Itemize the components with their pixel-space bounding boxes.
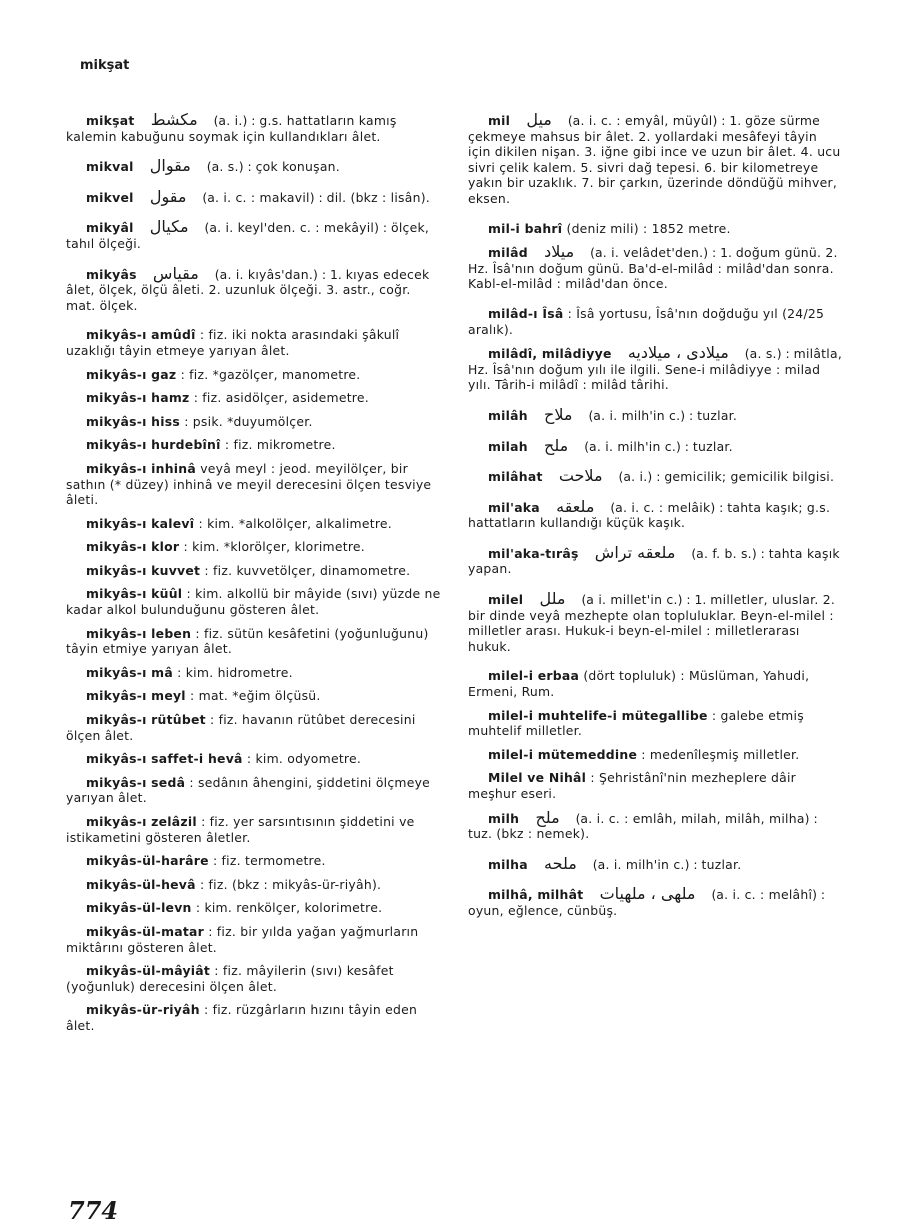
entry-definition: (a. s.) : çok konuşan.	[206, 159, 340, 175]
entry-arabic-script: ملعقه	[556, 496, 595, 516]
dictionary-entry	[468, 244, 843, 292]
entry-headword: mil	[488, 113, 511, 128]
dictionary-entry	[66, 853, 441, 869]
entry-definition: : kim. hidrometre.	[177, 664, 293, 680]
dictionary-entry	[468, 747, 843, 763]
entry-definition: (a. i. c. : melâik) : tahta kaşık; g.s. hattatların kullandığı küçük kaşık.	[468, 499, 831, 531]
dictionary-entry	[66, 775, 441, 806]
dictionary-entry	[66, 186, 441, 206]
entry-definition: (a. i. c. : emlâh, milah, milâh, milha) : tuz. (bkz : nemek).	[468, 810, 818, 842]
entry-headword: mikyâs-ül-levn	[86, 900, 192, 916]
entry-definition: (a. i.) : g.s. hattatların kamış kalemin kabuğunu soymak için kullandıkları âlet.	[66, 113, 397, 144]
entry-headword: mikşat	[86, 113, 135, 128]
entry-definition: : fiz. havanın rütûbet derecesini ölçen âlet.	[66, 712, 416, 743]
entry-definition: (a. s.) : milâtla, Hz. Îsâ'nın doğum yılı ile ilgili. Sene-i milâdiyye : milad yılı. Târih-i milâdî : milâd târihi.	[468, 346, 843, 393]
entry-headword: mikyâs-ı saffet-i hevâ	[86, 751, 243, 767]
entry-definition: : medenîleşmiş milletler.	[641, 746, 800, 762]
entry-headword: mikyâl	[86, 220, 134, 236]
entry-headword: milel-i muhtelife-i mütegallibe	[488, 707, 708, 723]
dictionary-entry	[66, 437, 441, 453]
entry-headword: milâhat	[488, 469, 543, 485]
entry-headword: mikyâs-ül-hevâ	[86, 876, 196, 892]
entry-definition: : fiz. mâyilerin (sıvı) kesâfet (yoğunluk) derecesini ölçen âlet.	[66, 963, 394, 994]
entry-headword: mikyâs-ı hiss	[86, 413, 180, 429]
entry-headword: mil'aka-tırâş	[488, 545, 579, 561]
dictionary-entry	[468, 708, 843, 739]
entry-headword: mikyâs-ı sedâ	[86, 774, 186, 790]
left-column	[66, 112, 441, 1042]
entry-headword: milâdî, milâdiyye	[488, 346, 612, 362]
entry-arabic-script: ميل	[526, 110, 552, 129]
entry-definition: (dört topluluk) : Müslüman, Yahudi, Ermeni, Rum.	[468, 668, 810, 700]
entry-definition: : fiz. *gazölçer, manometre.	[180, 366, 361, 382]
dictionary-entry	[66, 900, 441, 916]
entry-headword: mikvel	[86, 189, 134, 205]
entry-definition: (a i. millet'in c.) : 1. milletler, uluslar. 2. bir dinde veyâ mezhepte olan topluluklar. Beyn-el-milel : milletler arası. Hukuk-i beyn-el-milel : milletlerarası hukuk.	[468, 592, 836, 654]
entry-headword: mikyâs-ı hurdebînî	[86, 437, 221, 453]
entry-headword: mikyâs-ı amûdî	[86, 327, 196, 343]
dictionary-entry	[468, 542, 843, 577]
entry-definition: : mat. *eğim ölçüsü.	[190, 688, 321, 704]
dictionary-entry	[468, 345, 843, 393]
entry-definition: : fiz. kuvvetölçer, dinamometre.	[204, 562, 411, 578]
entry-definition: : Şehristânî'nin mezheplere dâir meşhur eseri.	[468, 770, 797, 801]
entry-definition: (a. i. kıyâs'dan.) : 1. kıyas edecek âlet, ölçek, ölçü âleti. 2. uzunluk ölçeği. 3. astr., coğr. mat. ölçek.	[66, 266, 430, 313]
entry-headword: mikyâs-ı rütûbet	[86, 712, 206, 728]
entry-arabic-script: مكشط	[150, 110, 198, 129]
dictionary-entry	[66, 712, 441, 743]
entry-headword: mikyâs	[86, 266, 137, 282]
entry-headword: milâd-ı Îsâ	[488, 305, 564, 321]
dictionary-entry	[66, 414, 441, 430]
entry-headword: mil-i bahrî	[488, 220, 563, 236]
entry-arabic-script: ميلاد	[544, 242, 575, 262]
dictionary-entry	[468, 807, 843, 842]
entry-arabic-script: مقوال	[149, 156, 191, 176]
entry-arabic-script: ملاحت	[558, 466, 603, 486]
entry-definition: : kim. renkölçer, kolorimetre.	[195, 900, 383, 916]
entry-definition: (a. i.) : gemicilik; gemicilik bilgisi.	[618, 469, 835, 485]
dictionary-entry	[468, 468, 843, 485]
dictionary-entry	[468, 435, 843, 455]
entry-definition: (a. i. c. : emyâl, müyûl) : 1. göze sürme çekmeye mahsus bir âlet. 2. yollardaki mesâfeyi tâyin için dikilen nişan. 3. iğne gibi ince ve uzun bir âlet. 4. ucu sivri çelik kalem. 5. sivri dağ tepesi. 6. bir kilometreye yakın bir uzaklık. 7. bir çarkın, üzerinde döndüğü mihver, eksen.	[468, 113, 841, 206]
entry-definition: veyâ meyl : jeod. meyilölçer, bir sathın (* düzey) inhinâ ve meyil derecesini ölçen tesviye âleti.	[66, 460, 432, 508]
entry-headword: milâh	[488, 407, 528, 423]
dictionary-entry	[468, 853, 843, 873]
entry-headword: mikyâs-ı leben	[86, 625, 192, 641]
entry-headword: milel	[488, 592, 524, 608]
entry-definition: (a. i. milh'in c.) : tuzlar.	[584, 438, 733, 454]
entry-headword: mikval	[86, 159, 134, 175]
entry-arabic-script: مقياس	[152, 263, 199, 283]
entry-headword: mikyâs-ı klor	[86, 539, 180, 555]
dictionary-entry	[66, 158, 441, 175]
entry-definition: : fiz. sütün kesâfetini (yoğunluğunu) tâyin etmiye yarıyan âlet.	[66, 625, 429, 657]
entry-definition: : kim. alkollü bir mâyide (sıvı) yüzde ne kadar alkol bulunduğunu gösteren âlet.	[66, 586, 441, 618]
entry-definition: : fiz. (bkz : mikyâs-ür-riyâh).	[199, 876, 382, 892]
entry-definition: (a. i. milh'in c.) : tuzlar.	[592, 856, 742, 872]
dictionary-entry	[66, 1002, 441, 1033]
entry-headword: Milel ve Nihâl	[488, 770, 587, 786]
dictionary-entry	[66, 112, 441, 144]
running-head: mikşat	[80, 58, 130, 73]
dictionary-entry	[66, 563, 441, 579]
entry-definition: : fiz. mikrometre.	[224, 437, 336, 453]
entry-definition: (a. i. c. : melâhî) : oyun, eğlence, cünbüş.	[468, 887, 826, 918]
entry-headword: milhâ, milhât	[488, 887, 584, 903]
entry-arabic-script: ملح	[535, 807, 560, 827]
entry-definition: (a. f. b. s.) : tahta kaşık yapan.	[468, 545, 840, 577]
entry-definition: : psik. *duyumölçer.	[184, 413, 313, 429]
entry-arabic-script: ملل	[539, 589, 566, 609]
page-number: 774	[68, 1196, 119, 1225]
dictionary-entry	[66, 539, 441, 555]
dictionary-entry	[468, 496, 843, 531]
entry-headword: mikyâs-ül-mâyiât	[86, 963, 211, 979]
entry-arabic-script: ملحه	[544, 853, 577, 873]
entry-headword: mikyâs-ı kalevî	[86, 515, 195, 531]
dictionary-entry	[468, 306, 843, 337]
dictionary-entry	[66, 814, 441, 845]
dictionary-entry	[66, 963, 441, 994]
entry-definition: (a. i. c. : makavil) : dil. (bkz : lisân).	[202, 189, 430, 205]
entry-headword: milh	[488, 810, 520, 826]
entry-definition: : kim. *klorölçer, klorimetre.	[183, 539, 365, 555]
dictionary-entry	[468, 221, 843, 237]
dictionary-entry	[66, 219, 441, 251]
dictionary-entry	[66, 877, 441, 893]
entry-definition: : Îsâ yortusu, Îsâ'nın doğduğu yıl (24/25 aralık).	[468, 305, 825, 337]
entry-definition: (a. i. velâdet'den.) : 1. doğum günü. 2. Hz. Îsâ'nın doğum günü. Ba'd-el-milâd : milâd'dan sonra. Kabl-el-milâd : milâd'dan önce.	[468, 245, 838, 292]
dictionary-entry	[66, 751, 441, 767]
entry-headword: mil'aka	[488, 499, 540, 515]
right-column	[468, 112, 843, 933]
entry-definition: (a. i. keyl'den. c. : mekâyil) : ölçek, tahıl ölçeği.	[66, 220, 430, 251]
dictionary-entry	[66, 263, 441, 314]
entry-definition: : galebe etmiş muhtelif milletler.	[468, 707, 804, 739]
entry-definition: (deniz mili) : 1852 metre.	[566, 220, 731, 236]
entry-headword: milha	[488, 856, 528, 872]
dictionary-entry	[468, 591, 843, 654]
entry-headword: mikyâs-ı küûl	[86, 586, 183, 602]
entry-headword: mikyâs-ı kuvvet	[86, 562, 201, 578]
dictionary-entry	[66, 390, 441, 406]
entry-arabic-script: ملاح	[544, 404, 573, 424]
entry-headword: mikyâs-ı mâ	[86, 664, 173, 680]
entry-headword: mikyâs-ı inhinâ	[86, 460, 196, 476]
entry-definition: : kim. *alkolölçer, alkalimetre.	[198, 515, 392, 531]
entry-definition: : kim. odyometre.	[246, 751, 362, 767]
entry-arabic-script: ملعقه تراش	[594, 542, 676, 562]
dictionary-entry	[468, 770, 843, 801]
dictionary-entry	[66, 327, 441, 358]
entry-headword: mikyâs-ül-matar	[86, 923, 204, 939]
entry-headword: milel-i mütemeddine	[488, 746, 638, 762]
entry-definition: : fiz. yer sarsıntısının şiddetini ve istikametini gösteren âletler.	[66, 814, 415, 845]
entry-definition: (a. i. milh'in c.) : tuzlar.	[588, 407, 738, 423]
entry-headword: mikyâs-ür-riyâh	[86, 1002, 200, 1018]
entry-definition: : sedânın âhengini, şiddetini ölçmeye yarıyan âlet.	[66, 774, 431, 806]
dictionary-entry	[66, 367, 441, 383]
dictionary-entry	[468, 112, 843, 207]
entry-headword: mikyâs-ı zelâzil	[86, 814, 197, 829]
entry-headword: mikyâs-ı gaz	[86, 366, 177, 382]
entry-definition: : fiz. asidölçer, asidemetre.	[193, 390, 369, 406]
dictionary-entry	[66, 688, 441, 704]
entry-headword: mikyâs-ı meyl	[86, 688, 186, 704]
entry-arabic-script: ملح	[544, 435, 569, 455]
dictionary-entry	[66, 665, 441, 681]
dictionary-entry	[66, 586, 441, 617]
entry-headword: mikyâs-ül-harâre	[86, 853, 209, 869]
dictionary-entry	[66, 626, 441, 657]
entry-definition: : fiz. bir yılda yağan yağmurların miktârını gösteren âlet.	[66, 923, 419, 955]
dictionary-entry	[468, 404, 843, 424]
entry-definition: : fiz. iki nokta arasındaki şâkulî uzaklığı tâyin etmeye yarıyan âlet.	[66, 327, 400, 358]
entry-arabic-script: ميلادى ، ميلاديه	[627, 343, 729, 363]
entry-definition: : fiz. termometre.	[212, 853, 326, 869]
dictionary-entry	[66, 516, 441, 532]
entry-headword: mikyâs-ı hamz	[86, 390, 190, 406]
entry-arabic-script: مقول	[149, 186, 187, 206]
entry-headword: milel-i erbaa	[488, 668, 580, 684]
dictionary-entry	[468, 886, 843, 918]
entry-arabic-script: ملهى ، ملهيات	[599, 884, 696, 904]
entry-definition: : fiz. rüzgârların hızını tâyin eden âlet.	[66, 1002, 418, 1033]
entry-arabic-script: مكيال	[149, 217, 189, 237]
entry-headword: milah	[488, 438, 528, 454]
entry-headword: milâd	[488, 245, 528, 261]
dictionary-entry	[468, 668, 843, 699]
dictionary-entry	[66, 924, 441, 955]
dictionary-entry	[66, 461, 441, 508]
